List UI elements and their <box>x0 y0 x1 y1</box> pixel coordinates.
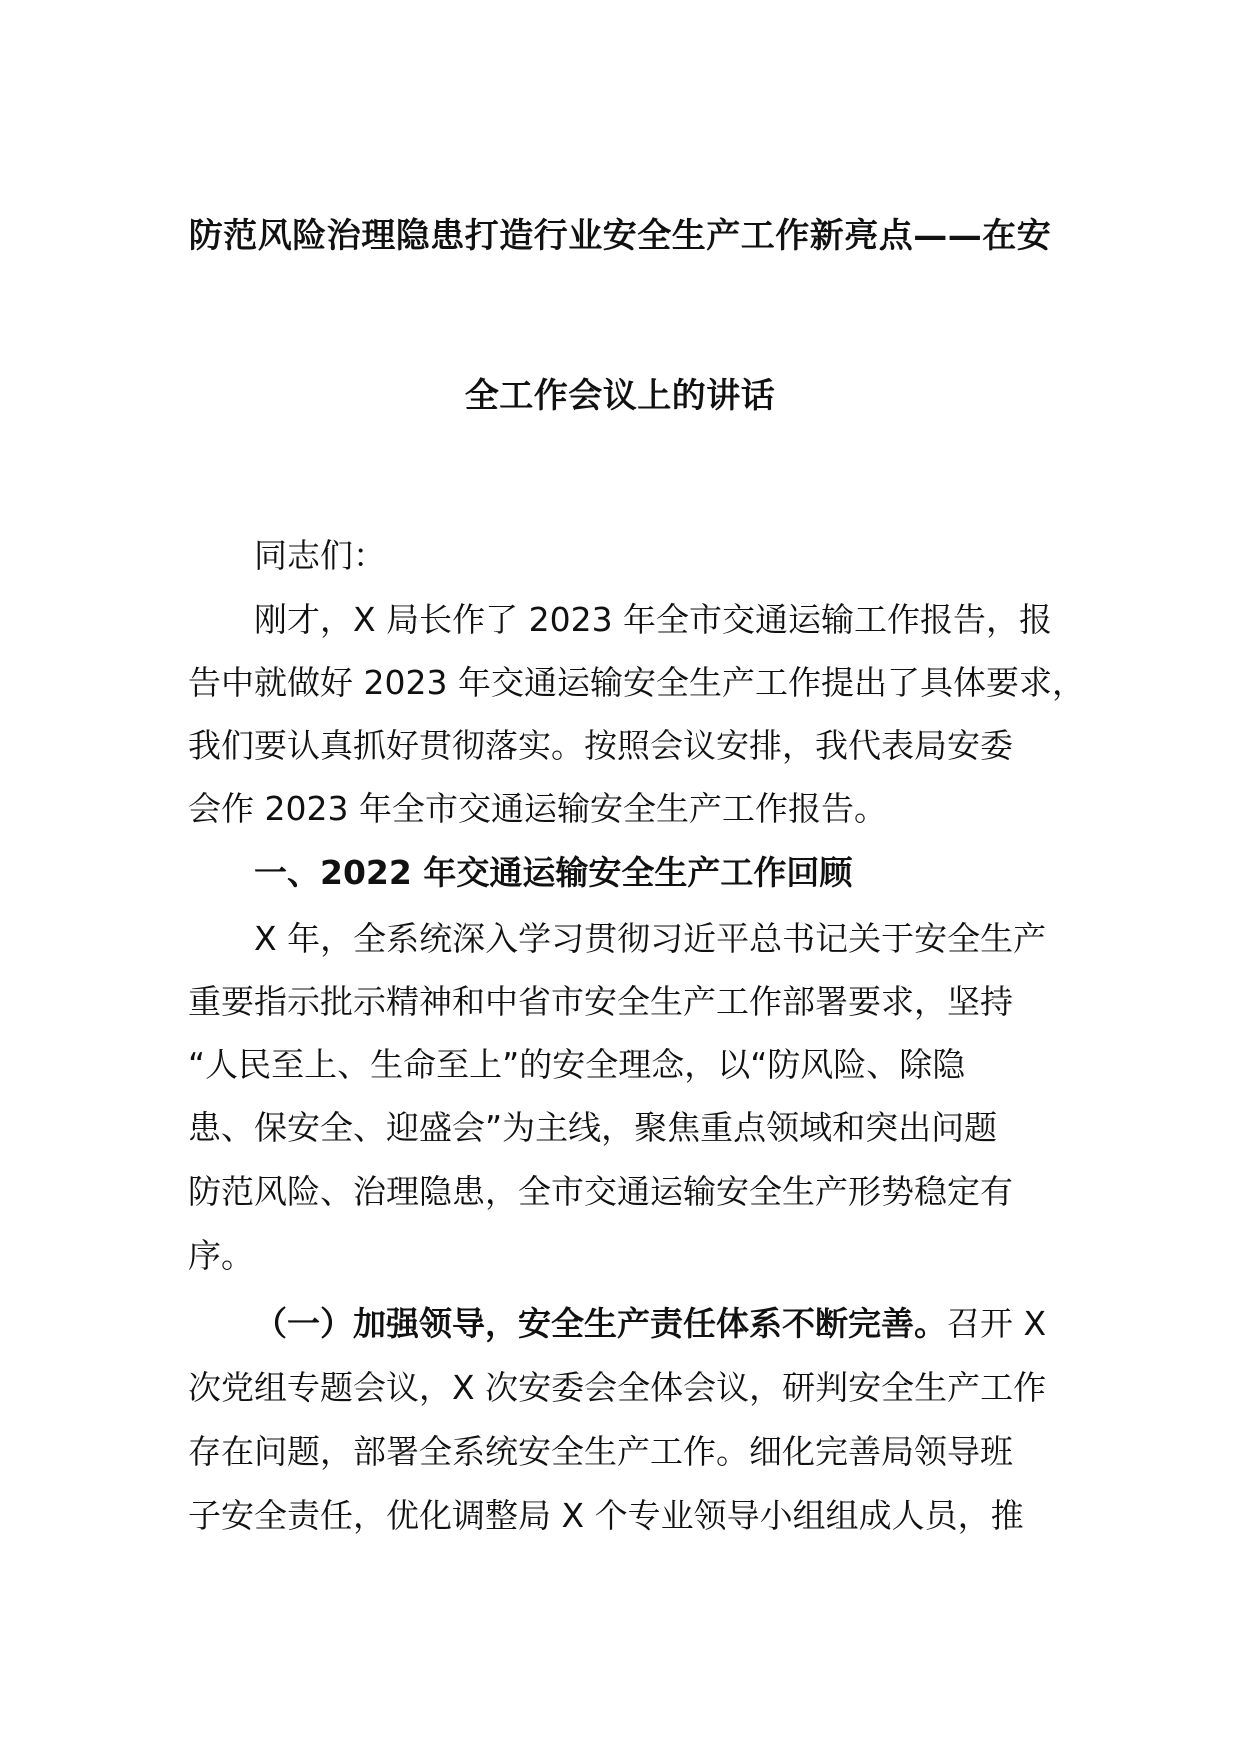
paragraph-line: 次党组专题会议，X 次安委会全体会议，研判安全生产工作 <box>188 1368 1047 1407</box>
paragraph-line: 我们要认真抓好贯彻落实。按照会议安排，我代表局安委 <box>188 726 1013 765</box>
paragraph-line: 刚才，X 局长作了 2023 年全市交通运输工作报告，报 <box>254 600 1053 639</box>
paragraph-line: 存在问题，部署全系统安全生产工作。细化完善局领导班 <box>188 1432 1013 1471</box>
document-title-line-1: 防范风险治理隐患打造行业安全生产工作新亮点——在安 <box>188 216 1052 256</box>
paragraph-line: 防范风险、治理隐患，全市交通运输安全生产形势稳定有 <box>188 1172 1013 1211</box>
paragraph-line: 子安全责任，优化调整局 X 个专业领导小组组成人员，推 <box>188 1496 1024 1535</box>
paragraph-line: 会作 2023 年全市交通运输安全生产工作报告。 <box>188 789 887 828</box>
paragraph-line: 重要指示批示精神和中省市安全生产工作部署要求，坚持 <box>188 982 1013 1021</box>
paragraph-line: X 年，全系统深入学习贯彻习近平总书记关于安全生产 <box>254 919 1047 958</box>
paragraph-line: “人民至上、生命至上”的安全理念，以“防风险、除隐 <box>188 1045 966 1084</box>
subsection-paragraph-first-line <box>254 1298 1046 1345</box>
paragraph-line: 序。 <box>188 1236 254 1275</box>
paragraph-line: 告中就做好 2023 年交通运输安全生产工作提出了具体要求， <box>188 663 1085 702</box>
section-heading: 一、2022 年交通运输安全生产工作回顾 <box>254 853 853 892</box>
paragraph-line: 患、保安全、迎盛会”为主线，聚焦重点领域和突出问题 <box>188 1108 998 1147</box>
subsection-heading: （一）加强领导，安全生产责任体系不断完善。 <box>254 1304 947 1343</box>
paragraph-text: 召开 X <box>947 1304 1047 1343</box>
salutation: 同志们： <box>254 536 386 575</box>
document-title-line-2: 全工作会议上的讲话 <box>464 376 776 416</box>
